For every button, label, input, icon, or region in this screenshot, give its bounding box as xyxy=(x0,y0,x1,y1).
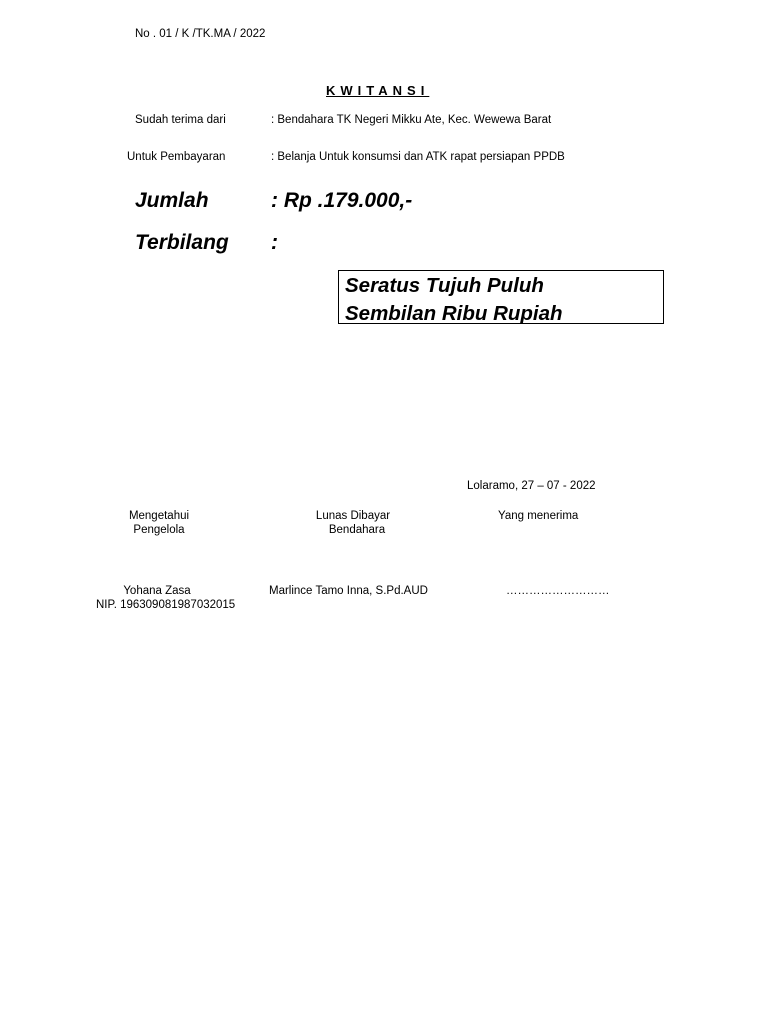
spelled-amount-box xyxy=(338,270,664,324)
middle-signer-name: Marlince Tamo Inna, S.Pd.AUD xyxy=(269,585,428,597)
payment-for-value: : Belanja Untuk konsumsi dan ATK rapat persiapan PPDB xyxy=(271,151,565,163)
spelled-amount-colon: : xyxy=(271,231,278,254)
left-signature-role: Mengetahui xyxy=(128,510,190,522)
amount-label: Jumlah xyxy=(135,189,209,212)
amount-value: : Rp .179.000,- xyxy=(271,189,413,212)
place-date: Lolaramo, 27 – 07 - 2022 xyxy=(467,480,596,492)
left-signer-name: Yohana Zasa xyxy=(123,585,191,597)
document-number: No . 01 / K /TK.MA / 2022 xyxy=(135,28,266,40)
right-signer-name-placeholder: ……………………… xyxy=(506,585,610,597)
left-signature-title: Pengelola xyxy=(133,524,185,536)
received-from-label: Sudah terima dari xyxy=(135,114,226,126)
spelled-amount-line2: Sembilan Ribu Rupiah xyxy=(345,302,563,325)
middle-signature-role: Lunas Dibayar xyxy=(315,510,391,522)
middle-signature-title: Bendahara xyxy=(328,524,386,536)
payment-for-label: Untuk Pembayaran xyxy=(127,151,226,163)
spelled-amount-line1: Seratus Tujuh Puluh xyxy=(345,274,544,297)
right-signature-role: Yang menerima xyxy=(498,510,579,522)
spelled-amount-label: Terbilang xyxy=(135,231,229,254)
received-from-value: : Bendahara TK Negeri Mikku Ate, Kec. Wewewa Barat xyxy=(271,114,552,126)
left-signer-nip: NIP. 196309081987032015 xyxy=(96,599,236,611)
page-title: KWITANSI xyxy=(326,83,430,98)
